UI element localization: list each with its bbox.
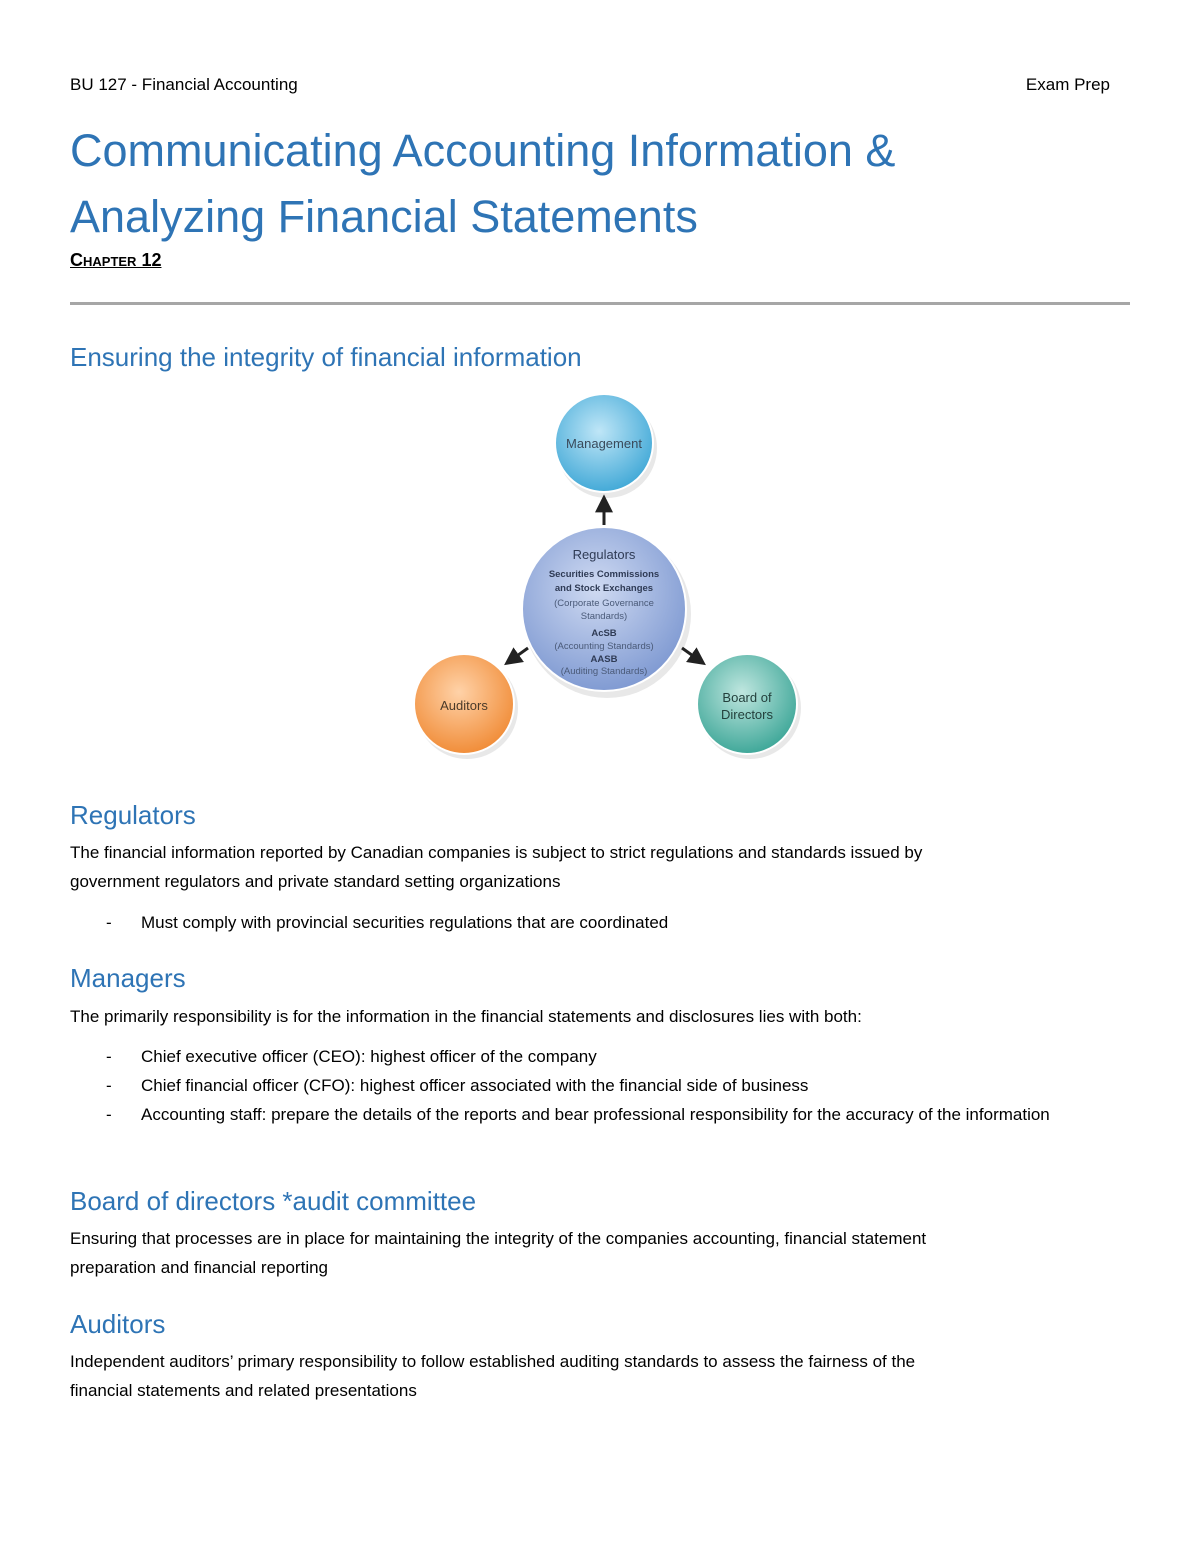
acsb-label: AcSB (591, 628, 617, 639)
regulators-title: Regulators (572, 547, 636, 562)
regulators-paragraph-line-2: government regulators and private standard setting organizations (70, 872, 561, 891)
section-heading-integrity: Ensuring the integrity of financial information (70, 342, 582, 372)
exam-prep-label: Exam Prep (1025, 75, 1110, 94)
section-heading-managers: Managers (70, 963, 186, 993)
section-heading-board: Board of directors *audit committee (70, 1186, 477, 1216)
auditors-node (414, 654, 514, 754)
governance-diagram (400, 388, 810, 768)
title-line-2: Analyzing Financial Statements (70, 191, 698, 242)
aasb-label: AASB (590, 654, 618, 665)
corporate-governance-line-2: Standards) (580, 611, 628, 622)
list-item: - Must comply with provincial securities regulations that are coordinated (106, 913, 669, 932)
page-title (70, 118, 1120, 250)
board-paragraph (70, 1224, 1130, 1282)
course-header: BU 127 - Financial Accounting (70, 75, 298, 94)
management-label: Management (566, 436, 642, 451)
board-paragraph-line-1: Ensuring that processes are in place for maintaining the integrity of the companies accounting, financial statement (70, 1229, 927, 1248)
aasb-description: (Auditing Standards) (560, 666, 648, 677)
board-paragraph-line-2: preparation and financial reporting (70, 1258, 329, 1277)
corporate-governance-line-1: (Corporate Governance (554, 598, 654, 609)
arrow-to-board (682, 648, 703, 663)
auditors-paragraph (70, 1347, 1130, 1405)
securities-line-2: and Stock Exchanges (554, 583, 654, 594)
regulators-paragraph (70, 838, 1130, 896)
list-item: - Accounting staff: prepare the details of the reports and bear professional responsibility for the accuracy of the information (106, 1105, 1050, 1124)
title-divider (70, 302, 1130, 305)
section-heading-auditors: Auditors (70, 1309, 166, 1339)
auditors-paragraph-line-1: Independent auditors’ primary responsibility to follow established auditing standards to assess the fairness of the (70, 1352, 916, 1371)
auditors-paragraph-line-2: financial statements and related presentations (70, 1381, 417, 1400)
governance-diagram-svg (400, 388, 810, 768)
managers-bullet-list (70, 1042, 1130, 1129)
arrow-to-auditors (507, 648, 528, 663)
auditors-label: Auditors (440, 698, 488, 713)
section-heading-regulators: Regulators (70, 800, 196, 830)
management-node (555, 394, 653, 492)
board-node (697, 654, 797, 754)
board-label-line-2: Directors (720, 707, 774, 722)
title-line-1: Communicating Accounting Information & (70, 125, 896, 176)
board-label-line-1: Board of (722, 690, 772, 705)
list-item: - Chief financial officer (CFO): highest officer associated with the financial side of business (106, 1076, 809, 1095)
managers-paragraph: The primarily responsibility is for the information in the financial statements and disclosures lies with both: (70, 1007, 862, 1026)
regulators-bullet-list (70, 908, 1130, 937)
securities-line-1: Securities Commissions (548, 569, 660, 580)
chapter-label: Chapter 12 (70, 250, 162, 270)
regulators-paragraph-line-1: The financial information reported by Canadian companies is subject to strict regulations and standards issued by (70, 843, 923, 862)
regulators-node (522, 527, 686, 691)
list-item: - Chief executive officer (CEO): highest officer of the company (106, 1047, 597, 1066)
acsb-description: (Accounting Standards) (554, 641, 654, 652)
